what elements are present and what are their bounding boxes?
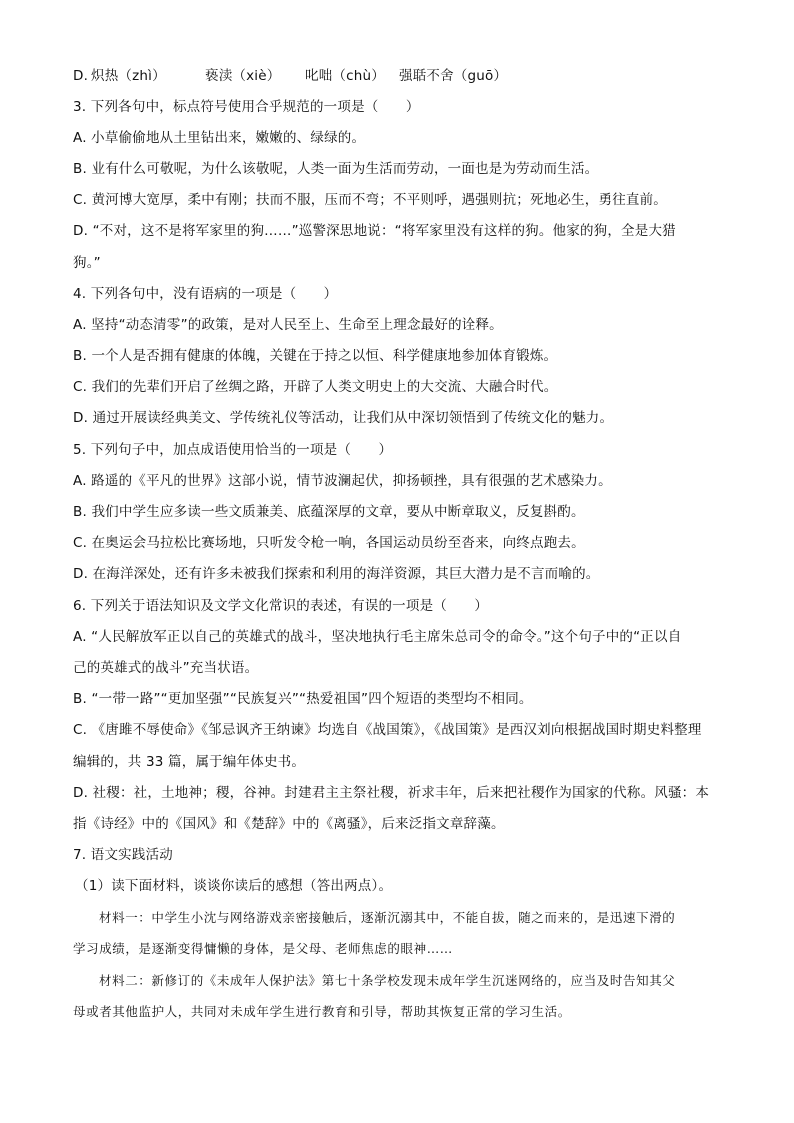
material-2-line-1: 材料二：新修订的《未成年人保护法》第七十条学校发现未成年学生沉迷网络的，应当及时告知其父 [99,973,676,988]
q2-option-d [73,67,507,85]
q5-option-d: D. 在海洋深处，还有许多未被我们探索和利用的海洋资源，其巨大潜力是不言而喻的。 [73,566,600,582]
q2-option-d-word-4: 强聒不舍（guō） [399,68,508,84]
q5-option-c: C. 在奥运会马拉松比赛场地，只听发令枪一响，各国运动员纷至沓来，向终点跑去。 [73,535,585,551]
q4-option-b: B. 一个人是否拥有健康的体魄，关键在于持之以恒、科学健康地参加体育锻炼。 [73,348,558,364]
q6-option-d-line-1: D. 社稷：社，土地神；稷，谷神。封建君主主祭社稷，祈求丰年，后来把社稷作为国家的代称。风骚：本 [73,785,710,801]
q3-stem: 3. 下列各句中，标点符号使用合乎规范的一项是（ ） [73,99,420,115]
q4-option-c: C. 我们的先辈们开启了丝绸之路，开辟了人类文明史上的大交流、大融合时代。 [73,379,558,395]
q2-option-d-word-2: 亵渎（xiè） [205,68,281,84]
q6-option-c-line-1: C. 《唐雎不辱使命》《邹忌讽齐王纳谏》均选自《战国策》，《战国策》是西汉刘向根据战国时期史料整理 [73,722,702,738]
q4-stem: 4. 下列各句中，没有语病的一项是（ ） [73,286,338,302]
q5-stem: 5. 下列句子中，加点成语使用恰当的一项是（ ） [73,442,393,458]
material-1-line-2: 学习成绩，是逐渐变得慵懒的身体，是父母、老师焦虑的眼神…… [73,941,453,956]
q3-option-c: C. 黄河博大宽厚，柔中有刚；扶而不服，压而不弯；不平则呼，遇强则抗；死地必生，勇往直前。 [73,192,668,208]
q7-stem: 7. 语文实践活动 [73,847,173,863]
q2-option-d-label: D. [73,68,89,84]
q2-option-d-word-3: 叱咄（chù） [305,68,385,84]
q2-option-d-word-1: 炽热（zhì） [91,68,166,84]
q6-option-b: B. “一带一路”“更加坚强”“民族复兴”“热爱祖国”四个短语的类型均不相同。 [73,691,533,707]
q6-option-d-line-2: 指《诗经》中的《国风》和《楚辞》中的《离骚》，后来泛指文章辞藻。 [73,816,505,832]
q3-option-d-line-1: D. “不对，这不是将军家里的狗……”巡警深思地说：“将军家里没有这样的狗。他家的狗，全是大猎 [73,223,676,239]
q6-option-a-line-2: 己的英雄式的战斗”充当状语。 [73,660,259,676]
q6-stem: 6. 下列关于语法知识及文学文化常识的表述，有误的一项是（ ） [73,598,489,614]
q4-option-d: D. 通过开展读经典美文、学传统礼仪等活动，让我们从中深切领悟到了传统文化的魅力。 [73,410,614,426]
q5-option-a: A. 路遥的《平凡的世界》这部小说，情节波澜起伏，抑扬顿挫，具有很强的艺术感染力。 [73,473,612,489]
q3-option-a: A. 小草偷偷地从土里钻出来，嫩嫩的、绿绿的。 [73,130,366,146]
q3-option-b: B. 业有什么可敬呢，为什么该敬呢，人类一面为生活而劳动，一面也是为劳动而生活。 [73,161,599,177]
q6-option-a-line-1: A. “人民解放军正以自己的英雄式的战斗，坚决地执行毛主席朱总司令的命令。”这个句子中的“正以自 [73,629,682,645]
material-1-line-1: 材料一：中学生小沈与网络游戏亲密接触后，逐渐沉溺其中，不能自拔，随之而来的，是迅速下滑的 [99,910,676,925]
q7-subquestion-1: （1）读下面材料，谈谈你读后的感想（答出两点）。 [75,878,393,894]
q6-option-c-line-2: 编辑的，共 33 篇，属于编年体史书。 [73,754,306,770]
q3-option-d-line-2: 狗。” [73,255,101,271]
material-2-line-2: 母或者其他监护人，共同对未成年学生进行教育和引导，帮助其恢复正常的学习生活。 [73,1004,571,1019]
q5-option-b: B. 我们中学生应多读一些文质兼美、底蕴深厚的文章，要从中断章取义，反复斟酌。 [73,504,585,520]
q4-option-a: A. 坚持“动态清零”的政策，是对人民至上、生命至上理念最好的诠释。 [73,317,503,333]
